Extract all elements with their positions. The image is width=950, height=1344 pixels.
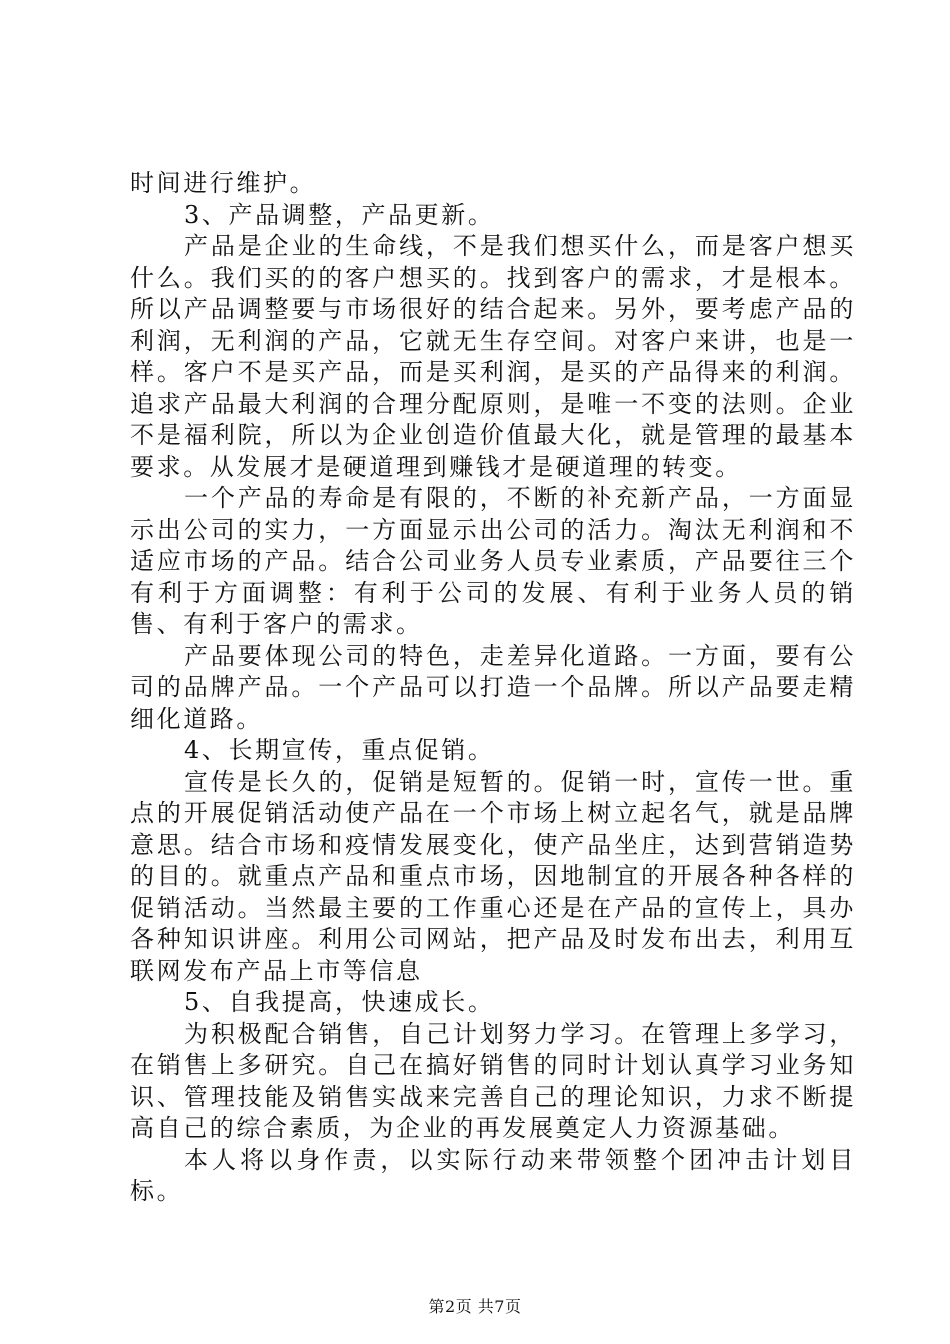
paragraph: 产品要体现公司的特色，走差异化道路。一方面，要有公司的品牌产品。一个产品可以打造一个品牌。所以产品要走精细化道路。: [130, 641, 856, 733]
section-heading-3: 3、产品调整，产品更新。: [184, 200, 495, 229]
section-heading-5: 5、自我提高，快速成长。: [184, 988, 495, 1016]
page-number-footer: 第2页 共7页: [428, 1297, 522, 1316]
paragraph: 为积极配合销售，自己计划努力学习。在管理上多学习，在销售上多研究。自己在搞好销售的同时计划认真学习业务知识、管理技能及销售实战来完善自己的理论知识，力求不断提高自己的综合素质，为企业的再发展奠定人力资源基础。: [130, 1019, 856, 1142]
paragraph: 本人将以身作责，以实际行动来带领整个团冲击计划目标。: [130, 1145, 856, 1205]
paragraph: 产品是企业的生命线，不是我们想买什么，而是客户想买什么。我们买的的客户想买的。找到客户的需求，才是根本。所以产品调整要与市场很好的结合起来。另外，要考虑产品的利润，无利润的产品，它就无生存空间。对客户来讲，也是一样。客户不是买产品，而是买利润，是买的产品得来的利润。追求产品最大利润的合理分配原则，是唯一不变的法则。企业不是福利院，所以为企业创造价值最大化，就是管理的最基本要求。从发展才是硬道理到赚钱才是硬道理的转变。: [130, 232, 856, 481]
paragraph: 宣传是长久的，促销是短暂的。促销一时，宣传一世。重点的开展促销活动使产品在一个市场上树立起名气，就是品牌意思。结合市场和疫情发展变化，使产品坐庄，达到营销造势的目的。就重点产品和重点市场，因地制宜的开展各种各样的促销活动。当然最主要的工作重心还是在产品的宣传上，具办各种知识讲座。利用公司网站，把产品及时发布出去，利用互联网发布产品上市等信息: [130, 767, 856, 985]
document-body: [130, 168, 856, 1208]
paragraph-continuation: 时间进行维护。: [130, 169, 317, 197]
section-heading-4: 4、长期宣传，重点促销。: [184, 736, 495, 764]
paragraph: 一个产品的寿命是有限的，不断的补充新产品，一方面显示出公司的实力，一方面显示出公司的活力。淘汰无利润和不适应市场的产品。结合公司业务人员专业素质，产品要往三个有利于方面调整：有利于公司的发展、有利于业务人员的销售、有利于客户的需求。: [130, 484, 856, 638]
